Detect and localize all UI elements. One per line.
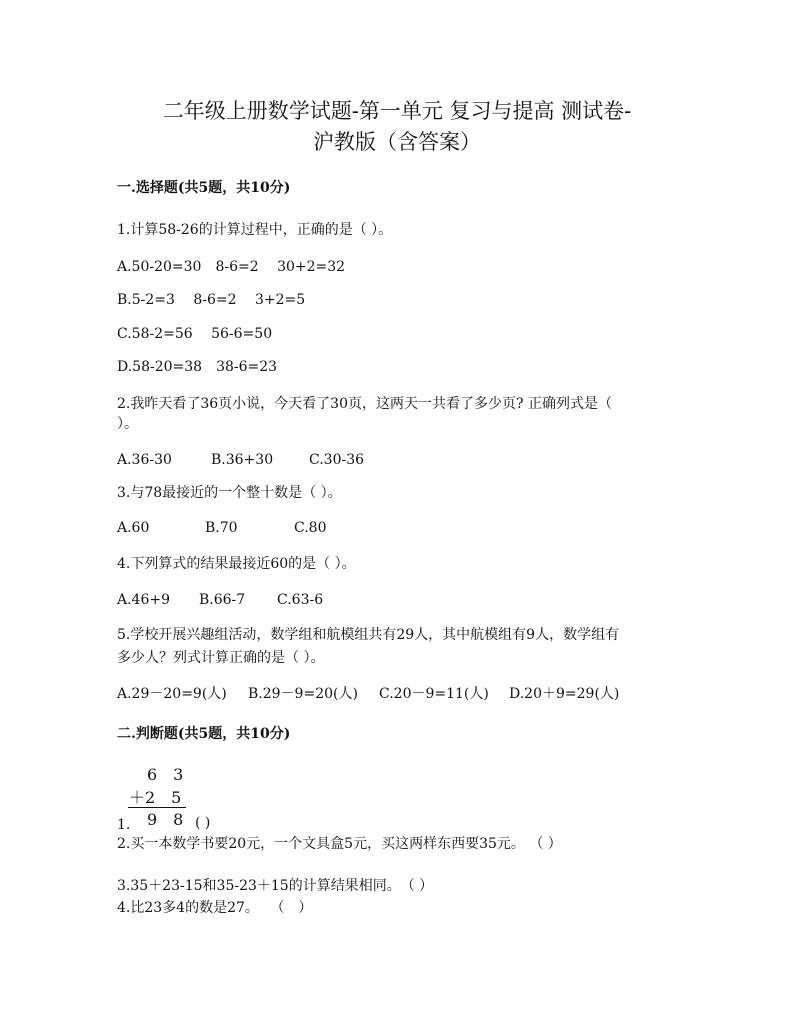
q5-option-a: A.29－20=9(人) [117, 686, 227, 702]
q2-option-a: A.36-30 [117, 452, 172, 468]
j4-stem: 4.比23多4的数是27。 （ ） [117, 900, 313, 916]
q3-option-a: A.60 [117, 520, 150, 536]
q3-option-c: C.80 [294, 520, 327, 536]
q2-stem-line2: ）。 [117, 416, 138, 432]
q2-options [117, 450, 364, 470]
q5-options [117, 684, 619, 704]
q5-stem-line2: 多少人？列式计算正确的是（ ）。 [117, 650, 325, 666]
q3-option-b: B.70 [205, 520, 238, 536]
section-heading-judge: 二.判断题(共5题，共10分) [117, 726, 291, 742]
q2-option-c: C.30-36 [309, 452, 365, 468]
q5-stem-line1: 5.学校开展兴趣组活动，数学组和航模组共有29人，其中航模组有9人，数学组有 [117, 627, 620, 643]
title-line-2: 沪教版（含答案） [313, 130, 481, 154]
q3-stem: 3.与78最接近的一个整十数是（ ）。 [117, 485, 342, 501]
q4-option-a: A.46+9 [117, 592, 171, 608]
title-line-1: 二年级上册数学试题-第一单元 复习与提高 测试卷- [162, 99, 632, 123]
q2-option-b: B.36+30 [211, 452, 274, 468]
vertical-add-rule [128, 807, 186, 808]
q1-option-c: C.58-2=56 56-6=50 [117, 326, 273, 342]
q5-option-c: C.20－9=11(人) [379, 686, 489, 702]
j1-answer-paren: ( ) [195, 815, 211, 831]
q5-option-b: B.29－9=20(人) [248, 686, 358, 702]
section-heading-choice: 一.选择题(共5题，共10分) [117, 180, 291, 196]
q1-option-b: B.5-2=3 8-6=2 3+2=5 [117, 292, 306, 308]
vertical-add-result: 9 8 [147, 810, 184, 829]
vertical-add-top: 6 3 [147, 765, 184, 784]
q4-stem: 4.下列算式的结果最接近60的是（ ）。 [117, 556, 356, 572]
vertical-add-middle: ＋2 5 [129, 788, 182, 807]
q3-options [117, 518, 326, 538]
q4-options [117, 590, 323, 610]
j3-stem: 3.35＋23-15和35-23＋15的计算结果相同。 （ ） [117, 878, 434, 894]
q4-option-b: B.66-7 [199, 592, 246, 608]
q1-option-a: A.50-20=30 8-6=2 30+2=32 [117, 259, 346, 275]
q4-option-c: C.63-6 [277, 592, 324, 608]
j2-stem: 2.买一本数学书要20元，一个文具盒5元，买这两样东西要35元。 （ ） [117, 836, 562, 852]
j1-number: 1. [117, 817, 131, 833]
q1-stem: 1.计算58-26的计算过程中，正确的是（ ）。 [117, 222, 393, 238]
q2-stem-line1: 2.我昨天看了36页小说，今天看了30页，这两天一共看了多少页? 正确列式是（ [117, 396, 612, 412]
q1-option-d: D.58-20=38 38-6=23 [117, 359, 278, 375]
q5-option-d: D.20＋9=29(人) [509, 686, 620, 702]
